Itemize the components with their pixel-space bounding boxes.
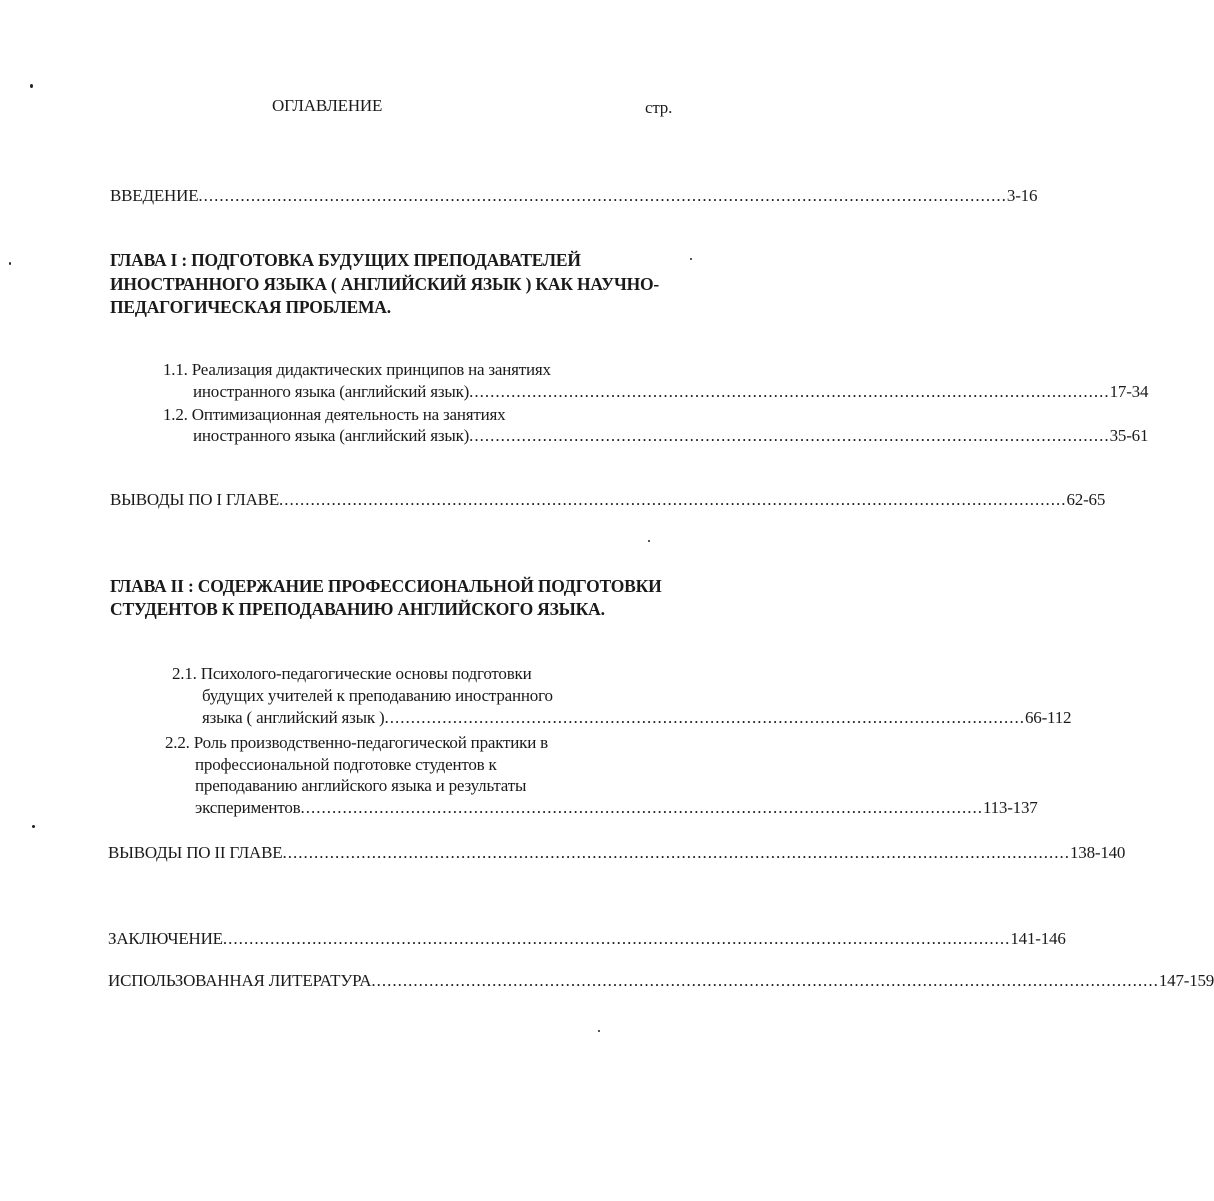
toc-entry-label: ЗАКЛЮЧЕНИЕ — [108, 929, 223, 948]
leader-dots: .................................................................................................................................. — [300, 798, 983, 817]
chapter1-heading-line: ПЕДАГОГИЧЕСКАЯ ПРОБЛЕМА. — [110, 297, 391, 317]
toc-entry-pages: 3-16 — [1006, 186, 1038, 205]
toc-entry-label: языка ( английский язык ) — [202, 708, 385, 727]
toc-entry-section-1-1[interactable] — [193, 382, 1149, 402]
toc-entry-label: иностранного языка (английский язык) — [193, 382, 470, 401]
chapter1-heading-line: ИНОСТРАННОГО ЯЗЫКА ( АНГЛИЙСКИЙ ЯЗЫК ) КАК НАУЧНО- — [110, 274, 660, 294]
chapter2-heading-line: СТУДЕНТОВ К ПРЕПОДАВАНИЮ АНГЛИЙСКОГО ЯЗЫКА. — [110, 599, 605, 619]
toc-title: ОГЛАВЛЕНИЕ — [272, 96, 383, 115]
leader-dots: ...................................................................................................................................................... — [222, 929, 1011, 948]
toc-entry-label: ИСПОЛЬЗОВАННАЯ ЛИТЕРАТУРА — [108, 971, 372, 990]
toc-entry-conclusion[interactable] — [108, 929, 1066, 949]
chapter2-heading-line: ГЛАВА II : СОДЕРЖАНИЕ ПРОФЕССИОНАЛЬНОЙ ПОДГОТОВКИ — [110, 576, 662, 596]
section-2-2-title: 2.2. Роль производственно-педагогической практики в — [165, 733, 549, 752]
toc-entry-conclusions-1[interactable] — [110, 490, 1106, 510]
toc-entry-pages: 35-61 — [1109, 426, 1149, 445]
scan-speck — [30, 84, 33, 88]
section-2-1-title: 2.1. Психолого-педагогические основы подготовки — [172, 664, 532, 683]
toc-entry-section-2-1[interactable] — [202, 708, 1072, 728]
toc-entry-literature[interactable] — [108, 971, 1214, 991]
toc-entry-label: ВЫВОДЫ ПО I ГЛАВЕ — [110, 490, 279, 509]
toc-entry-intro[interactable] — [110, 186, 1038, 206]
toc-entry-pages: 147-159 — [1158, 971, 1214, 990]
toc-entry-label: ВВЕДЕНИЕ — [110, 186, 199, 205]
section-2-2-title: профессиональной подготовке студентов к — [195, 755, 497, 774]
section-1-1-title: 1.1. Реализация дидактических принципов на занятиях — [163, 360, 551, 379]
leader-dots: ...................................................................................................................................................... — [282, 843, 1070, 862]
scan-speck — [32, 825, 35, 828]
toc-entry-label: иностранного языка (английский язык) — [193, 426, 470, 445]
toc-entry-pages: 113-137 — [982, 798, 1038, 817]
scan-speck — [690, 258, 692, 260]
toc-entry-pages: 66-112 — [1024, 708, 1072, 727]
toc-entry-pages: 62-65 — [1066, 490, 1106, 509]
scan-speck — [598, 1030, 600, 1032]
scan-speck — [648, 540, 650, 542]
scan-speck — [9, 262, 11, 265]
section-2-2-title: преподаванию английского языка и результаты — [195, 776, 527, 795]
leader-dots: .......................................................................................................................... — [469, 382, 1110, 401]
toc-entry-conclusions-2[interactable] — [108, 843, 1126, 863]
section-1-2-title: 1.2. Оптимизационная деятельность на занятиях — [163, 405, 506, 424]
section-2-1-title: будущих учителей к преподаванию иностранного — [202, 686, 553, 705]
toc-entry-pages: 138-140 — [1069, 843, 1126, 862]
leader-dots: ...................................................................................................................................................... — [371, 971, 1159, 990]
leader-dots: .......................................................................................................................... — [384, 708, 1025, 727]
toc-entry-section-1-2[interactable] — [193, 426, 1149, 446]
toc-entry-pages: 17-34 — [1109, 382, 1149, 401]
leader-dots: ...................................................................................................................................................... — [279, 490, 1067, 509]
page-column-label: стр. — [645, 98, 673, 117]
chapter1-heading-line: ГЛАВА I : ПОДГОТОВКА БУДУЩИХ ПРЕПОДАВАТЕЛЕЙ — [110, 250, 581, 270]
leader-dots: .......................................................................................................................................................... — [198, 186, 1007, 205]
toc-entry-section-2-2[interactable] — [195, 798, 1038, 818]
toc-entry-label: экспериментов — [195, 798, 301, 817]
toc-entry-label: ВЫВОДЫ ПО II ГЛАВЕ — [108, 843, 283, 862]
leader-dots: .......................................................................................................................... — [469, 426, 1110, 445]
toc-entry-pages: 141-146 — [1010, 929, 1066, 948]
